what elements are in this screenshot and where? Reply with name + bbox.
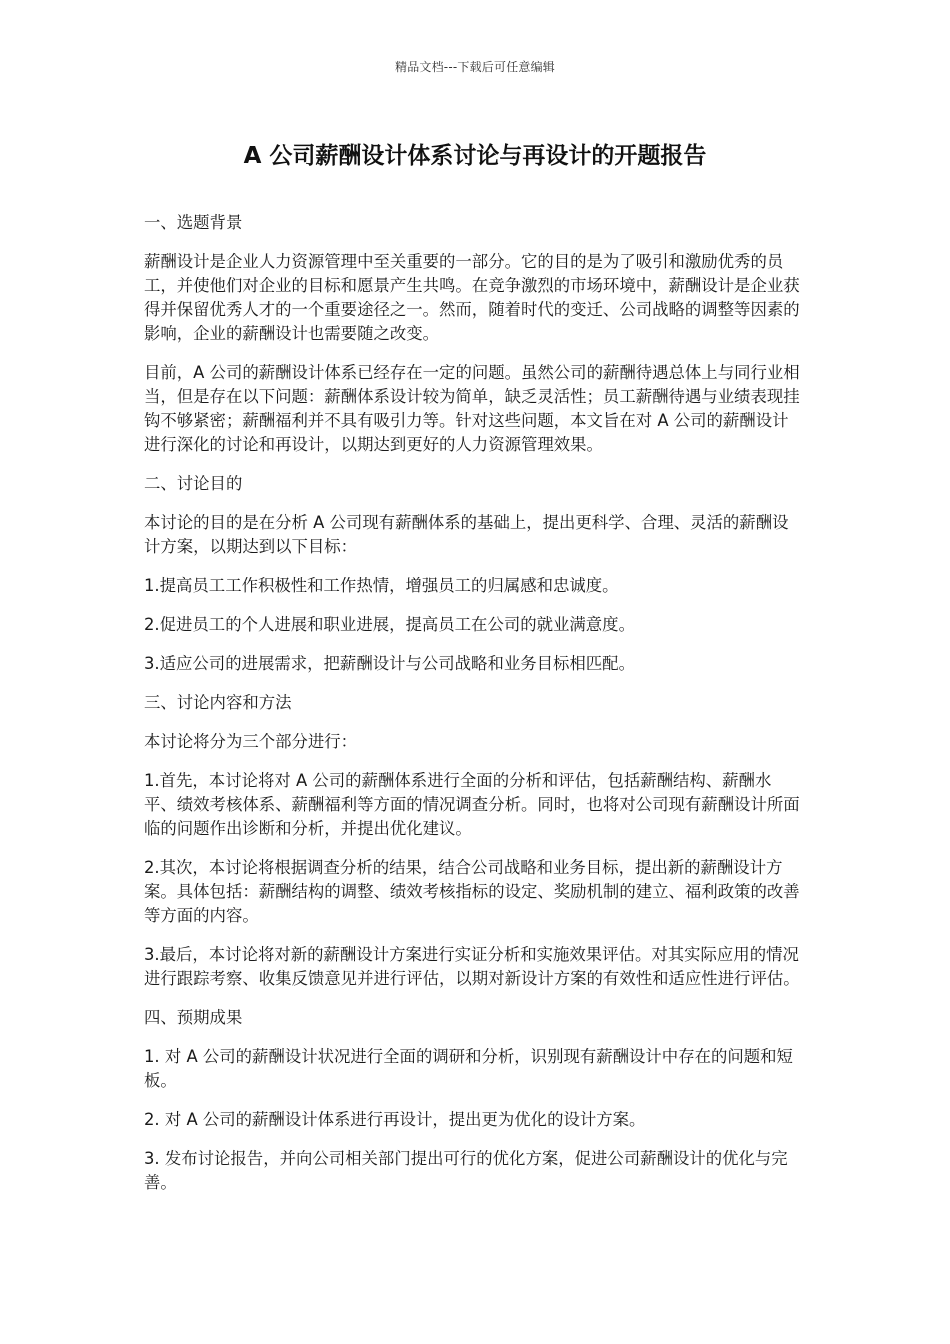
list-item: 1.提高员工工作积极性和工作热情，增强员工的归属感和忠诚度。 — [144, 576, 619, 595]
list-item: 2.其次，本讨论将根据调查分析的结果，结合公司战略和业务目标，提出新的薪酬设计方案。具体包括：薪酬结构的调整、绩效考核指标的设定、奖励机制的建立、福利政策的改善等方面的内容。 — [144, 858, 800, 925]
list-item: 1. 对 A 公司的薪酬设计状况进行全面的调研和分析，识别现有薪酬设计中存在的问题和短板。 — [144, 1047, 793, 1090]
document-title: A 公司薪酬设计体系讨论与再设计的开题报告 — [243, 143, 707, 169]
list-item: 3.适应公司的进展需求，把薪酬设计与公司战略和业务目标相匹配。 — [144, 654, 635, 673]
paragraph: 本讨论将分为三个部分进行： — [144, 732, 358, 751]
list-item: 2. 对 A 公司的薪酬设计体系进行再设计，提出更为优化的设计方案。 — [144, 1110, 646, 1129]
header-note: 精品文档---下载后可任意编辑 — [395, 60, 555, 74]
document-body — [144, 211, 804, 1210]
section-heading-background: 一、选题背景 — [144, 213, 243, 232]
list-item: 2.促进员工的个人进展和职业进展，提高员工在公司的就业满意度。 — [144, 615, 635, 634]
paragraph: 目前，A 公司的薪酬设计体系已经存在一定的问题。虽然公司的薪酬待遇总体上与同行业相当，但是存在以下问题：薪酬体系设计较为简单，缺乏灵活性；员工薪酬待遇与业绩表现挂钩不够紧密；薪酬福利并不具有吸引力等。针对这些问题，本文旨在对 A 公司的薪酬设计进行深化的讨论和再设计，以期达到更好的人力资源管理效果。 — [144, 363, 800, 454]
list-item: 3. 发布讨论报告，并向公司相关部门提出可行的优化方案，促进公司薪酬设计的优化与完善。 — [144, 1149, 788, 1192]
section-heading-expected-results: 四、预期成果 — [144, 1008, 243, 1027]
section-heading-content-method: 三、讨论内容和方法 — [144, 693, 292, 712]
list-item: 3.最后，本讨论将对新的薪酬设计方案进行实证分析和实施效果评估。对其实际应用的情况进行跟踪考察、收集反馈意见并进行评估，以期对新设计方案的有效性和适应性进行评估。 — [144, 945, 800, 988]
list-item: 1.首先，本讨论将对 A 公司的薪酬体系进行全面的分析和评估，包括薪酬结构、薪酬水平、绩效考核体系、薪酬福利等方面的情况调查分析。同时，也将对公司现有薪酬设计所面临的问题作出诊断和分析，并提出优化建议。 — [144, 771, 800, 838]
paragraph: 本讨论的目的是在分析 A 公司现有薪酬体系的基础上，提出更科学、合理、灵活的薪酬设计方案，以期达到以下目标： — [144, 513, 789, 556]
section-heading-purpose: 二、讨论目的 — [144, 474, 243, 493]
paragraph: 薪酬设计是企业人力资源管理中至关重要的一部分。它的目的是为了吸引和激励优秀的员工，并使他们对企业的目标和愿景产生共鸣。在竞争激烈的市场环境中，薪酬设计是企业获得并保留优秀人才的一个重要途径之一。然而，随着时代的变迁、公司战略的调整等因素的影响，企业的薪酬设计也需要随之改变。 — [144, 252, 800, 343]
